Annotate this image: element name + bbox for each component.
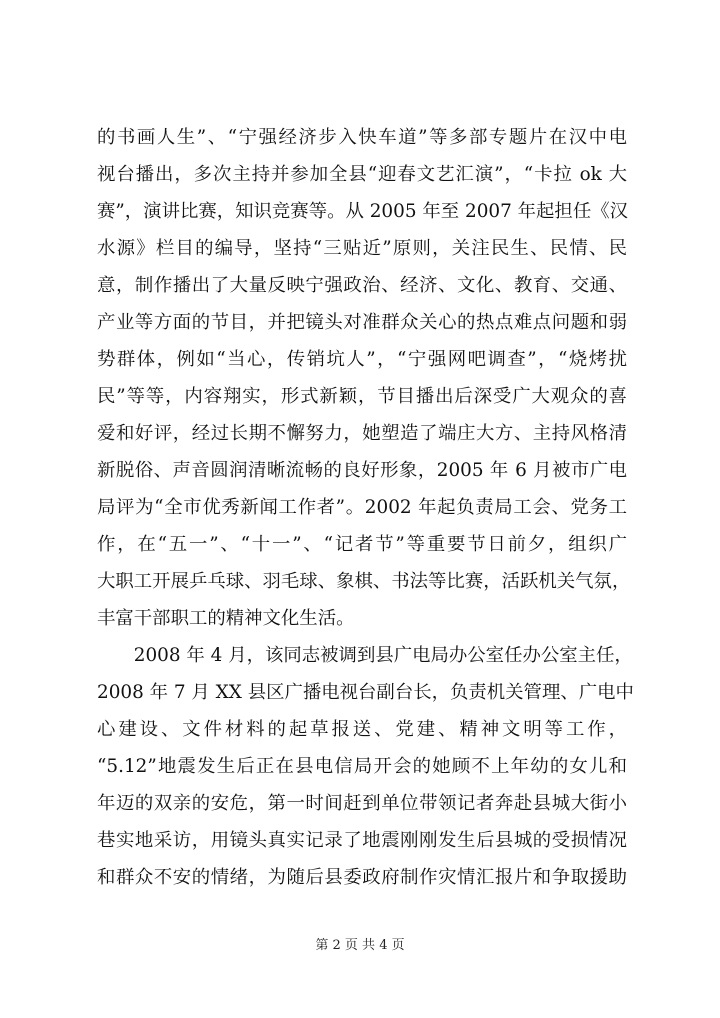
text-line: 心建设、文件材料的起草报送、党建、精神文明等工作， (97, 719, 627, 740)
text-line: 水源》栏目的编导，坚持“三贴近”原则，关注民生、民情、民 (97, 238, 627, 259)
text-line: 局评为“全市优秀新闻工作者”。2002 年起负责局工会、党务工 (97, 497, 627, 518)
text-line: 大职工开展乒乓球、羽毛球、象棋、书法等比赛，活跃机关气氛， (97, 571, 631, 592)
text-line: 和群众不安的情绪，为随后县委政府制作灾情汇报片和争取援助 (97, 867, 627, 888)
text-line: 民”等等，内容翔实，形式新颖，节目播出后深受广大观众的喜 (97, 386, 627, 407)
text-line: 赛”，演讲比赛，知识竞赛等。从 2005 年至 2007 年起担任《汉 (97, 201, 628, 222)
text-line: “5.12”地震发生后正在县电信局开会的她顾不上年幼的女儿和 (97, 756, 627, 777)
page-number-footer: 第 2 页 共 4 页 (315, 938, 405, 953)
text-line: 2008 年 7 月 XX 县区广播电视台副台长，负责机关管理、广电中 (97, 682, 634, 703)
text-line: 2008 年 4 月，该同志被调到县广电局办公室任办公室主任， (97, 645, 633, 666)
text-line: 新脱俗、声音圆润清晰流畅的良好形象，2005 年 6 月被市广电 (97, 460, 627, 481)
text-line: 的书画人生”、“宁强经济步入快车道”等多部专题片在汉中电 (97, 127, 627, 148)
text-line: 巷实地采访，用镜头真实记录了地震刚刚发生后县城的受损情况 (97, 830, 627, 851)
text-line: 势群体，例如“当心，传销坑人”，“宁强网吧调查”，“烧烤扰 (97, 349, 627, 370)
text-line: 爱和好评，经过长期不懈努力，她塑造了端庄大方、主持风格清 (97, 423, 627, 444)
text-line: 视台播出，多次主持并参加全县“迎春文艺汇演”，“卡拉 ok 大 (97, 164, 627, 185)
text-line: 意，制作播出了大量反映宁强政治、经济、文化、教育、交通、 (97, 275, 627, 296)
text-line: 产业等方面的节目，并把镜头对准群众关心的热点难点问题和弱 (97, 312, 627, 333)
text-line: 年迈的双亲的安危，第一时间赶到单位带领记者奔赴县城大街小 (97, 793, 627, 814)
text-line: 作，在“五一”、“十一”、“记者节”等重要节日前夕，组织广 (97, 534, 627, 555)
text-line: 丰富干部职工的精神文化生活。 (97, 608, 355, 629)
